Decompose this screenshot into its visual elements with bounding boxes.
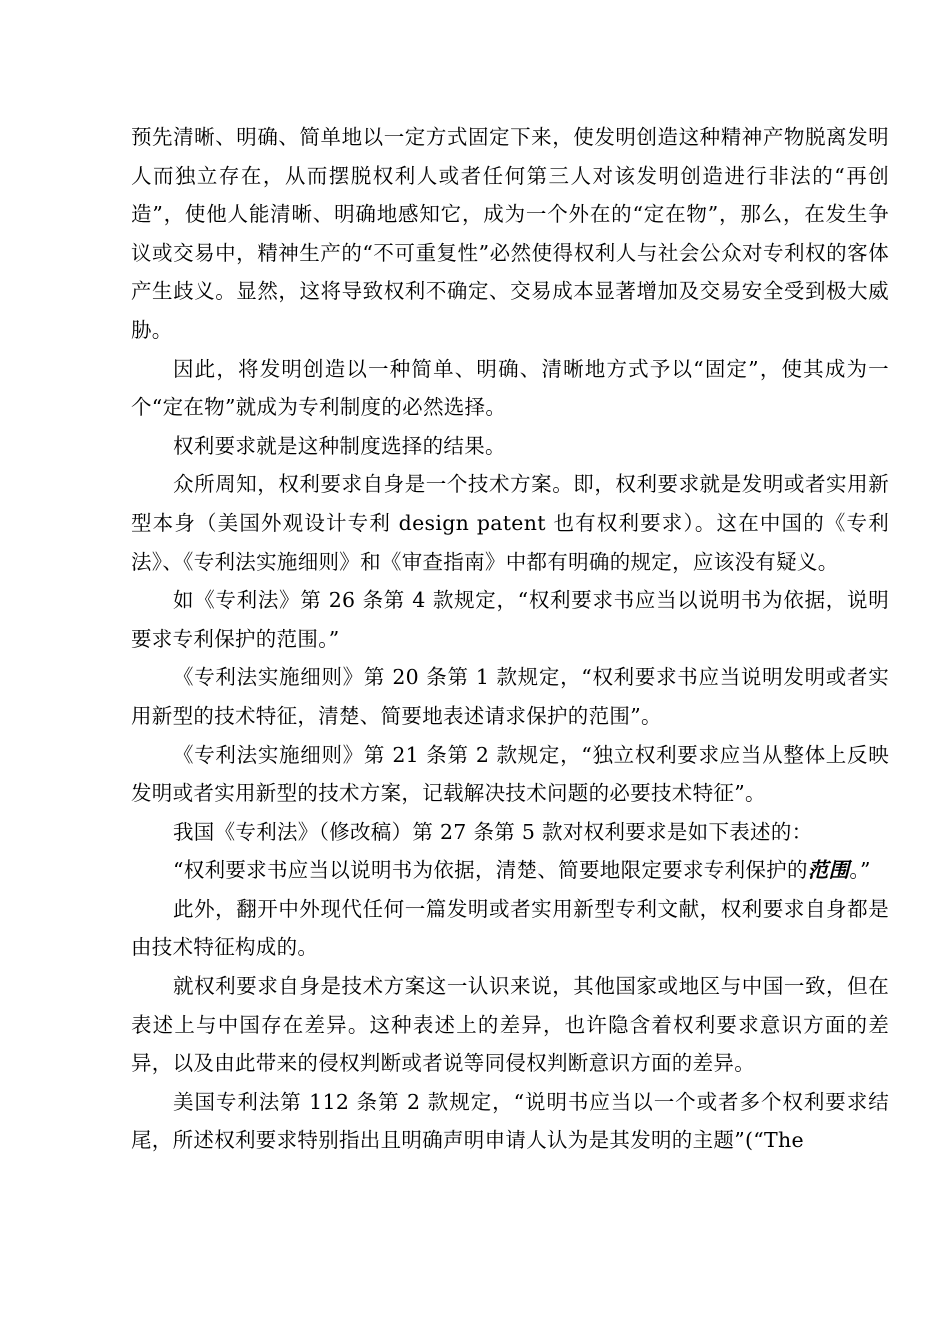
paragraph-3: 权利要求就是这种制度选择的结果。 <box>173 433 506 458</box>
paragraph-5: 如《专利法》第 26 条第 4 款规定，“权利要求书应当以说明书为依据，说明要求专利保护的范围。” <box>131 588 889 651</box>
paragraph-7: 《专利法实施细则》第 21 条第 2 款规定，“独立权利要求应当从整体上反映发明或者实用新型的技术方案，记载解决技术问题的必要技术特征”。 <box>131 742 889 806</box>
paragraph-6: 《专利法实施细则》第 20 条第 1 款规定，“权利要求书应当说明发明或者实用新型的技术特征，清楚、简要地表述请求保护的范围”。 <box>131 665 889 728</box>
paragraph-2: 因此，将发明创造以一种简单、明确、清晰地方式予以“固定”，使其成为一个“定在物”就成为专利制度的必然选择。 <box>131 356 889 420</box>
quote-tail: 。” <box>849 858 871 883</box>
paragraph-1: 预先清晰、明确、简单地以一定方式固定下来，使发明创造这种精神产物脱离发明人而独立存在，从而摆脱权利人或者任何第三人对该发明创造进行非法的“再创造”，使他人能清晰、明确地感知它，成为一个外在的“定在物”，那么，在发生争议或交易中，精神生产的“不可重复性”必然使得权利人与社会公众对专利权的客体产生歧义。显然，这将导致权利不确定、交易成本显著增加及交易安全受到极大威胁。 <box>131 125 889 342</box>
document-page <box>131 118 889 1160</box>
paragraph-4: 众所周知，权利要求自身是一个技术方案。即，权利要求就是发明或者实用新型本身（美国外观设计专利 design patent 也有权利要求）。这在中国的《专利法》、《专利法实施细则》和《审查指南》中都有明确的规定，应该没有疑义。 <box>131 472 889 574</box>
quote-text: “权利要求书应当以说明书为依据，清楚、简要地限定要求专利保护的 <box>173 858 808 883</box>
paragraph-12: 美国专利法第 112 条第 2 款规定，“说明书应当以一个或者多个权利要求结尾，所述权利要求特别指出且明确声明申请人认为是其发明的主题”(“The <box>131 1089 889 1153</box>
paragraph-8: 我国《专利法》（修改稿）第 27 条第 5 款对权利要求是如下表述的： <box>173 819 813 844</box>
paragraph-10: 此外，翻开中外现代任何一篇发明或者实用新型专利文献，权利要求自身都是由技术特征构成的。 <box>131 896 889 960</box>
emphasis-text: 范围 <box>807 858 850 883</box>
paragraph-11: 就权利要求自身是技术方案这一认识来说，其他国家或地区与中国一致，但在表述上与中国存在差异。这种表述上的差异，也许隐含着权利要求意识方面的差异，以及由此带来的侵权判断或者说等同侵权判断意识方面的差异。 <box>131 974 889 1076</box>
paragraph-9-quote <box>131 851 889 890</box>
